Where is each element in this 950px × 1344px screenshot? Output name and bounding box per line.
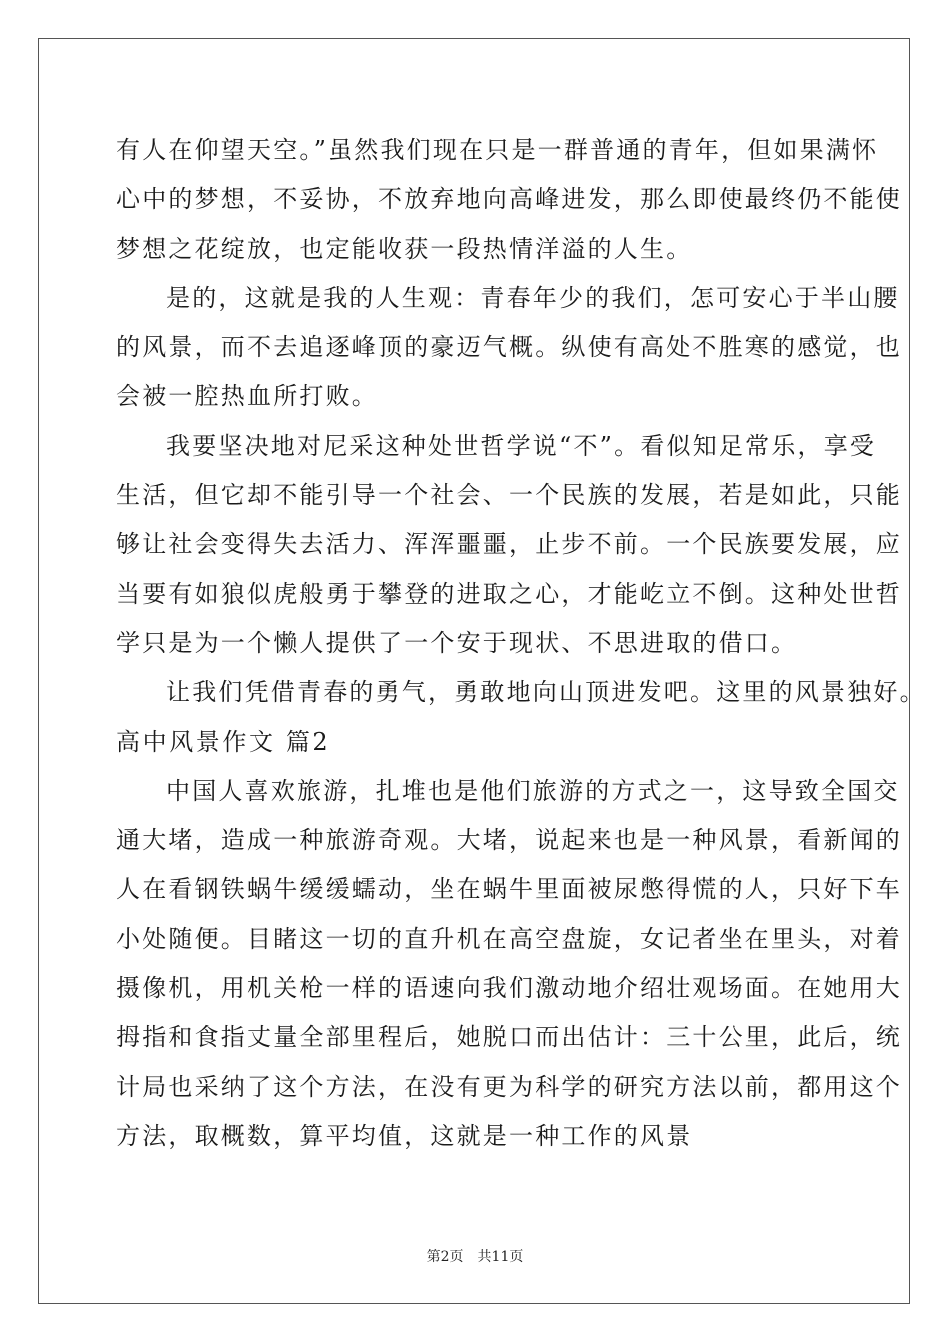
text-line: 小处随便。目睹这一切的直升机在高空盘旋，女记者坐在里头，对着 <box>116 924 902 953</box>
text-line: 人在看钢铁蜗牛缓缓蠕动，坐在蜗牛里面被尿憋得慌的人，只好下车 <box>116 875 902 904</box>
document-body <box>116 126 926 1161</box>
section-heading: 高中风景作文 篇2 <box>116 727 331 756</box>
text-line: 梦想之花绽放，也定能收获一段热情洋溢的人生。 <box>116 234 693 263</box>
text-line: 是的，这就是我的人生观：青春年少的我们，怎可安心于半山腰 <box>166 283 900 312</box>
page-total: 共11页 <box>477 1249 524 1265</box>
text-line: 拇指和食指丈量全部里程后，她脱口而出估计：三十公里，此后，统 <box>116 1023 902 1052</box>
text-line: 当要有如狼似虎般勇于攀登的进取之心，才能屹立不倒。这种处世哲 <box>116 579 902 608</box>
text-line: 生活，但它却不能引导一个社会、一个民族的发展，若是如此，只能 <box>116 481 902 510</box>
text-line: 够让社会变得失去活力、浑浑噩噩，止步不前。一个民族要发展，应 <box>116 530 902 559</box>
text-line: 会被一腔热血所打败。 <box>116 382 378 411</box>
text-line: 我要坚决地对尼采这种处世哲学说“不”。看似知足常乐，享受 <box>166 431 877 460</box>
text-line: 心中的梦想，不妥协，不放弃地向高峰进发，那么即使最终仍不能使 <box>116 185 902 214</box>
text-line: 方法，取概数，算平均值，这就是一种工作的风景 <box>116 1121 693 1150</box>
text-line: 计局也采纳了这个方法，在没有更为科学的研究方法以前，都用这个 <box>116 1072 902 1101</box>
text-line: 的风景，而不去追逐峰顶的豪迈气概。纵使有高处不胜寒的感觉，也 <box>116 333 902 362</box>
page-footer <box>0 1246 950 1266</box>
text-line: 让我们凭借青春的勇气，勇敢地向山顶进发吧。这里的风景独好。 <box>166 678 926 707</box>
page-number: 第2页 <box>426 1249 464 1265</box>
text-line: 摄像机，用机关枪一样的语速向我们激动地介绍壮观场面。在她用大 <box>116 974 902 1003</box>
text-line: 中国人喜欢旅游，扎堆也是他们旅游的方式之一，这导致全国交 <box>166 776 900 805</box>
text-line: 有人在仰望天空。”虽然我们现在只是一群普通的青年，但如果满怀 <box>116 136 879 164</box>
text-line: 通大堵，造成一种旅游奇观。大堵，说起来也是一种风景，看新闻的 <box>116 826 902 855</box>
text-line: 学只是为一个懒人提供了一个安于现状、不思进取的借口。 <box>116 628 798 657</box>
